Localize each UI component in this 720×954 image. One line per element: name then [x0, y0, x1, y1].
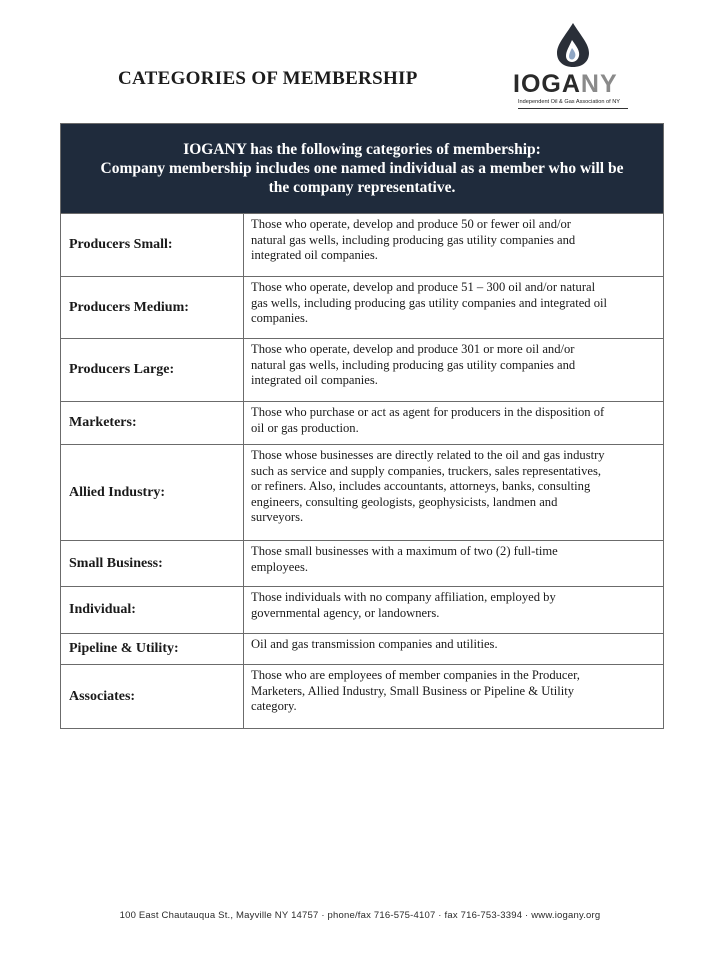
description-line: or refiners. Also, includes accountants, attorneys, banks, consulting: [251, 479, 591, 494]
table-row: [61, 633, 663, 664]
category-label: Small Business:: [61, 541, 244, 586]
description-line: surveyors.: [251, 510, 304, 525]
category-description: [244, 634, 663, 664]
description-line: gas wells, including producing gas utility companies and integrated oil: [251, 295, 608, 310]
category-description: [244, 214, 663, 276]
page-title: CATEGORIES OF MEMBERSHIP: [118, 68, 418, 89]
description-line: natural gas wells, including producing gas utility companies and: [251, 232, 576, 247]
description-line: Those who operate, develop and produce 50 or fewer oil and/or: [251, 217, 571, 231]
description-line: such as service and supply companies, truckers, sales representatives,: [251, 463, 602, 478]
description-line: Those small businesses with a maximum of two (2) full-time: [251, 544, 558, 558]
logo-name-dark: IOGA: [513, 70, 581, 98]
description-line: integrated oil companies.: [251, 373, 378, 388]
category-label: Pipeline & Utility:: [61, 634, 244, 664]
banner-line-1: IOGANY has the following categories of membership:: [183, 140, 541, 158]
description-line: natural gas wells, including producing gas utility companies and: [251, 357, 576, 372]
table-row: [61, 276, 663, 338]
category-description: [244, 277, 663, 338]
category-label: Producers Medium:: [61, 277, 244, 338]
description-line: category.: [251, 699, 297, 714]
description-line: employees.: [251, 559, 309, 574]
logo-divider: [518, 108, 628, 109]
category-description: [244, 402, 663, 444]
footer-address: 100 East Chautauqua St., Mayville NY 14757 · phone/fax 716-575-4107 · fax 716-753-3394 · www.iogany.org: [119, 910, 601, 921]
description-line: Marketers, Allied Industry, Small Business or Pipeline & Utility: [251, 683, 575, 698]
description-line: Those who purchase or act as agent for producers in the disposition of: [251, 405, 605, 419]
description-line: companies.: [251, 311, 309, 326]
category-label: Producers Small:: [61, 214, 244, 276]
banner-line-3: the company representative.: [268, 178, 456, 196]
description-line: engineers, consulting geologists, geophysicists, landmen and: [251, 494, 558, 509]
table-row: [61, 338, 663, 401]
description-line: Oil and gas transmission companies and utilities.: [251, 637, 498, 651]
category-label: Individual:: [61, 587, 244, 633]
category-description: [244, 587, 663, 633]
category-label: Marketers:: [61, 402, 244, 444]
table-banner: [61, 124, 663, 213]
logo-name-light: NY: [580, 70, 618, 98]
table-row: [61, 444, 663, 540]
table-row: [61, 664, 663, 728]
category-description: [244, 339, 663, 401]
category-label: Producers Large:: [61, 339, 244, 401]
category-description: [244, 665, 663, 728]
table-row: [61, 213, 663, 276]
logo-wordmark: [513, 70, 618, 98]
category-description: [244, 541, 663, 586]
category-description: [244, 445, 663, 540]
description-line: Those whose businesses are directly related to the oil and gas industry: [251, 448, 605, 462]
membership-table: [60, 123, 664, 729]
flame-drop-icon: [555, 22, 591, 68]
table-row: [61, 540, 663, 586]
banner-line-2: Company membership includes one named individual as a member who will be: [100, 159, 624, 177]
description-line: Those who are employees of member companies in the Producer,: [251, 668, 580, 682]
description-line: oil or gas production.: [251, 420, 359, 435]
description-line: governmental agency, or landowners.: [251, 605, 440, 620]
table-row: [61, 586, 663, 633]
logo-subtitle: Independent Oil & Gas Association of NY: [518, 99, 620, 105]
iogany-logo: [513, 22, 633, 114]
description-line: Those individuals with no company affiliation, employed by: [251, 590, 556, 604]
category-label: Allied Industry:: [61, 445, 244, 540]
description-line: Those who operate, develop and produce 301 or more oil and/or: [251, 342, 575, 356]
description-line: Those who operate, develop and produce 51 – 300 oil and/or natural: [251, 280, 596, 294]
description-line: integrated oil companies.: [251, 248, 378, 263]
table-row: [61, 401, 663, 444]
category-label: Associates:: [61, 665, 244, 728]
category-rows: [61, 213, 663, 728]
